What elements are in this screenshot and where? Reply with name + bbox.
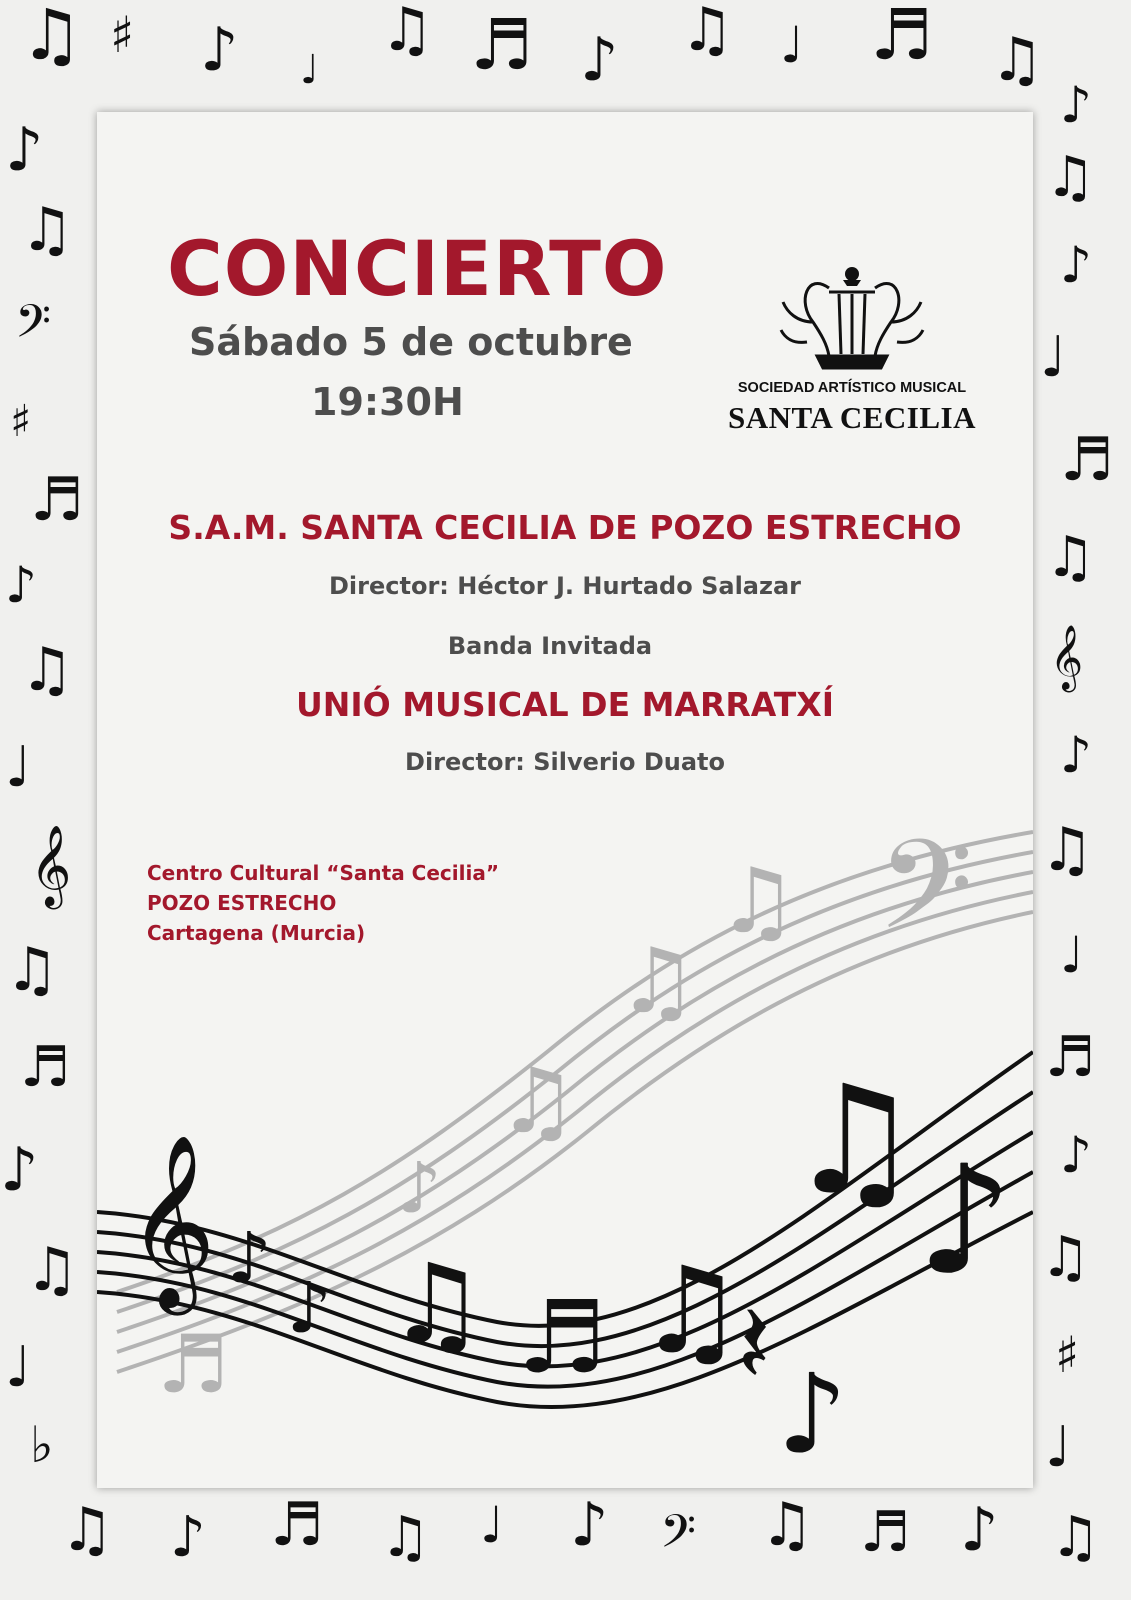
note-icon: ♪ [1060,236,1092,294]
note-icon: ♪ [1060,76,1092,134]
note-icon: ♪ [960,1495,999,1565]
note-icon: ♩ [1040,325,1067,390]
note-icon: ♫ [20,195,74,265]
note-icon: ♪ [580,25,619,95]
svg-text:♪: ♪ [227,1217,272,1299]
svg-text:♬: ♬ [517,1279,607,1396]
note-icon: ♫ [990,25,1044,95]
note-icon: ♪ [5,556,37,614]
event-date: Sábado 5 de octubre [189,320,633,364]
note-icon: ♫ [1045,145,1096,210]
concert-poster [97,112,1033,1488]
venue-city: Cartagena (Murcia) [147,921,366,945]
note-icon: ♪ [5,115,44,185]
note-icon: ♯ [110,6,135,64]
note-icon: ♫ [760,1490,814,1560]
svg-text:𝄽: 𝄽 [737,1280,771,1408]
svg-text:♫: ♫ [497,1049,578,1154]
note-icon: ♫ [5,935,59,1005]
note-icon: 𝄞 [1050,625,1084,690]
note-icon: ♬ [30,465,84,535]
svg-text:♫: ♫ [717,849,798,954]
note-icon: ♪ [170,1505,206,1570]
note-icon: ♭ [30,1416,54,1474]
svg-text:♫: ♫ [637,1242,745,1381]
note-icon: ♫ [380,0,434,65]
svg-text:𝄞: 𝄞 [127,1134,216,1308]
venue-town: POZO ESTRECHO [147,891,337,915]
svg-text:♪: ♪ [287,1267,332,1349]
host-band-name: S.A.M. SANTA CECILIA DE POZO ESTRECHO [168,508,962,547]
note-icon: ♬ [470,4,533,86]
host-band-director: Director: Héctor J. Hurtado Salazar [329,572,801,600]
svg-text:♬: ♬ [157,1318,229,1411]
note-icon: ♫ [20,635,74,705]
svg-text:♪: ♪ [397,1147,442,1229]
note-icon: ♩ [780,16,804,74]
guest-band-director: Director: Silverio Duato [405,748,725,776]
note-icon: ♫ [1040,1225,1091,1290]
note-icon: ♪ [1060,1126,1092,1184]
note-icon: ♬ [860,1500,911,1565]
event-title: CONCIERTO [167,224,668,313]
society-logo [717,262,997,442]
note-icon: ♬ [270,1490,324,1560]
guest-band-name: UNIÓ MUSICAL DE MARRATXÍ [295,685,835,724]
svg-text:♫: ♫ [787,1054,922,1228]
svg-text:𝄢: 𝄢 [877,814,974,988]
note-icon: ♫ [20,0,83,76]
svg-text:♫: ♫ [617,929,698,1034]
lyre-icon [777,262,927,372]
note-icon: 𝄢 [660,1505,697,1570]
note-icon: ♩ [1060,926,1084,984]
event-time: 19:30H [311,380,464,424]
note-icon: ♫ [1040,815,1094,885]
guest-band-label: Banda Invitada [447,632,653,660]
note-icon: ♪ [0,1135,39,1205]
note-icon: 𝄞 [30,824,72,906]
venue-name: Centro Cultural “Santa Cecilia” [147,861,499,885]
note-icon: ♯ [1055,1326,1080,1384]
note-icon: ♩ [1045,1415,1072,1480]
note-icon: ♫ [680,0,734,65]
note-icon: ♫ [25,1235,79,1305]
note-icon: ♫ [1045,525,1096,590]
note-icon: ♬ [870,0,933,76]
note-icon: ♩ [5,1335,32,1400]
svg-text:♫: ♫ [387,1240,486,1368]
note-icon: ♫ [380,1505,431,1570]
note-icon: ♯ [10,396,32,447]
note-icon: ♫ [1050,1505,1101,1570]
svg-text:♪: ♪ [777,1350,848,1478]
note-icon: ♪ [1060,726,1092,784]
note-icon: ♬ [20,1035,71,1100]
svg-text:♪: ♪ [917,1134,1013,1308]
note-icon: ♩ [480,1496,504,1554]
note-icon: 𝄢 [15,295,52,360]
note-icon: ♬ [1060,425,1114,495]
logo-name: SANTA CECILIA [728,400,976,435]
note-icon: ♬ [1045,1025,1096,1090]
note-icon: ♪ [570,1490,609,1560]
music-staff-illustration [97,752,1033,1488]
note-icon: ♪ [200,15,239,85]
note-icon: ♫ [60,1495,114,1565]
note-icon: ♩ [300,47,319,93]
logo-subtitle: SOCIEDAD ARTÍSTICO MUSICAL [737,380,967,396]
note-icon: ♩ [5,735,32,800]
